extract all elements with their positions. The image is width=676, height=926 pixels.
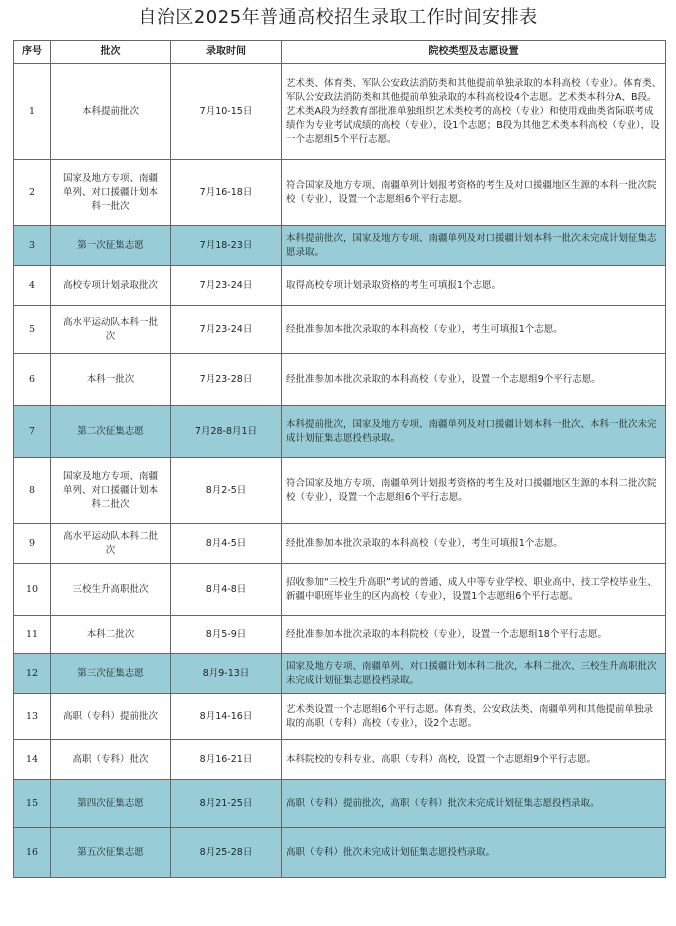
- row-admission-time: 8月5-9日: [171, 616, 282, 654]
- table-row: [14, 740, 666, 780]
- row-admission-time: 8月9-13日: [171, 654, 282, 694]
- row-admission-time: 7月23-24日: [171, 306, 282, 354]
- table-row: [14, 564, 666, 616]
- row-description: 高职（专科）提前批次，高职（专科）批次未完成计划征集志愿投档录取。: [282, 780, 666, 828]
- table-row: [14, 226, 666, 266]
- table-row: [14, 524, 666, 564]
- row-batch: 第五次征集志愿: [51, 828, 171, 878]
- row-index: 14: [14, 740, 51, 780]
- row-admission-time: 8月4-5日: [171, 524, 282, 564]
- row-index: 9: [14, 524, 51, 564]
- table-header-row: [14, 41, 666, 64]
- row-admission-time: 8月4-8日: [171, 564, 282, 616]
- row-batch: 国家及地方专项、南疆单列、对口援疆计划本科二批次: [51, 458, 171, 524]
- row-admission-time: 8月16-21日: [171, 740, 282, 780]
- header-batch: 批次: [51, 41, 171, 64]
- row-description: 本科院校的专科专业、高职（专科）高校，设置一个志愿组9个平行志愿。: [282, 740, 666, 780]
- row-batch: 本科二批次: [51, 616, 171, 654]
- table-row: [14, 354, 666, 406]
- page-title: 自治区2025年普通高校招生录取工作时间安排表: [138, 7, 538, 28]
- row-index: 15: [14, 780, 51, 828]
- table-row: [14, 64, 666, 160]
- table-row: [14, 458, 666, 524]
- row-admission-time: 8月14-16日: [171, 694, 282, 740]
- row-admission-time: 7月18-23日: [171, 226, 282, 266]
- table-row: [14, 160, 666, 226]
- row-description: 本科提前批次，国家及地方专项、南疆单列及对口援疆计划本科一批次未完成计划征集志愿录取。: [282, 226, 666, 266]
- row-batch: 本科提前批次: [51, 64, 171, 160]
- row-description: 经批准参加本批次录取的本科高校（专业），考生可填报1个志愿。: [282, 306, 666, 354]
- row-description: 高职（专科）批次未完成计划征集志愿投档录取。: [282, 828, 666, 878]
- row-description: 招收参加“三校生升高职”考试的普通、成人中等专业学校、职业高中、技工学校毕业生、新疆中职班毕业生的区内高校（专业），设置1个志愿组6个平行志愿。: [282, 564, 666, 616]
- row-batch: 国家及地方专项、南疆单列、对口援疆计划本科一批次: [51, 160, 171, 226]
- row-index: 8: [14, 458, 51, 524]
- table-row: [14, 306, 666, 354]
- row-description: 经批准参加本批次录取的本科高校（专业），考生可填报1个志愿。: [282, 524, 666, 564]
- row-admission-time: 7月23-28日: [171, 354, 282, 406]
- row-batch: 第三次征集志愿: [51, 654, 171, 694]
- row-batch: 高职（专科）批次: [51, 740, 171, 780]
- row-admission-time: 7月16-18日: [171, 160, 282, 226]
- row-admission-time: 7月23-24日: [171, 266, 282, 306]
- row-description: 艺术类、体育类、军队公安政法消防类和其他提前单独录取的本科高校（专业）。体育类、军队公安政法消防类和其他提前单独录取的本科高校设4个志愿。艺术类本科分A、B段。艺术类A段为经教育部批准单独组织艺术类校考的高校（专业）和使用戏曲类省际联考成绩作为专业考试成绩的高校（专业），设1个志愿；B段为其他艺术类本科高校（专业），设一个志愿组5个平行志愿。: [282, 64, 666, 160]
- row-admission-time: 8月21-25日: [171, 780, 282, 828]
- row-description: 经批准参加本批次录取的本科高校（专业），设置一个志愿组9个平行志愿。: [282, 354, 666, 406]
- row-batch: 高水平运动队本科一批次: [51, 306, 171, 354]
- row-admission-time: 7月28-8月1日: [171, 406, 282, 458]
- row-index: 2: [14, 160, 51, 226]
- header-index: 序号: [14, 41, 51, 64]
- header-admission-time: 录取时间: [171, 41, 282, 64]
- row-index: 13: [14, 694, 51, 740]
- row-index: 3: [14, 226, 51, 266]
- table-row: [14, 616, 666, 654]
- table-row: [14, 654, 666, 694]
- row-index: 4: [14, 266, 51, 306]
- row-admission-time: 8月2-5日: [171, 458, 282, 524]
- row-description: 国家及地方专项、南疆单列、对口援疆计划本科二批次，本科二批次、三校生升高职批次未完成计划征集志愿投档录取。: [282, 654, 666, 694]
- row-batch: 高校专项计划录取批次: [51, 266, 171, 306]
- table-row: [14, 406, 666, 458]
- row-batch: 第二次征集志愿: [51, 406, 171, 458]
- row-index: 5: [14, 306, 51, 354]
- row-index: 7: [14, 406, 51, 458]
- row-index: 16: [14, 828, 51, 878]
- row-index: 11: [14, 616, 51, 654]
- schedule-table: [13, 40, 666, 878]
- table-row: [14, 828, 666, 878]
- row-description: 本科提前批次，国家及地方专项、南疆单列及对口援疆计划本科一批次、本科一批次未完成计划征集志愿投档录取。: [282, 406, 666, 458]
- table-row: [14, 266, 666, 306]
- row-index: 10: [14, 564, 51, 616]
- row-batch: 高水平运动队本科二批次: [51, 524, 171, 564]
- row-batch: 第四次征集志愿: [51, 780, 171, 828]
- row-admission-time: 8月25-28日: [171, 828, 282, 878]
- row-batch: 第一次征集志愿: [51, 226, 171, 266]
- row-batch: 三校生升高职批次: [51, 564, 171, 616]
- table-row: [14, 694, 666, 740]
- row-description: 经批准参加本批次录取的本科院校（专业），设置一个志愿组18个平行志愿。: [282, 616, 666, 654]
- row-index: 1: [14, 64, 51, 160]
- row-description: 符合国家及地方专项、南疆单列计划报考资格的考生及对口援疆地区生源的本科二批次院校（专业），设置一个志愿组6个平行志愿。: [282, 458, 666, 524]
- row-index: 6: [14, 354, 51, 406]
- row-description: 符合国家及地方专项、南疆单列计划报考资格的考生及对口援疆地区生源的本科一批次院校（专业），设置一个志愿组6个平行志愿。: [282, 160, 666, 226]
- row-description: 艺术类设置一个志愿组6个平行志愿。体育类、公安政法类、南疆单列和其他提前单独录取的高职（专科）高校（专业），设2个志愿。: [282, 694, 666, 740]
- header-school-type-and-choices: 院校类型及志愿设置: [282, 41, 666, 64]
- row-admission-time: 7月10-15日: [171, 64, 282, 160]
- row-description: 取得高校专项计划录取资格的考生可填报1个志愿。: [282, 266, 666, 306]
- row-batch: 高职（专科）提前批次: [51, 694, 171, 740]
- row-batch: 本科一批次: [51, 354, 171, 406]
- table-row: [14, 780, 666, 828]
- row-index: 12: [14, 654, 51, 694]
